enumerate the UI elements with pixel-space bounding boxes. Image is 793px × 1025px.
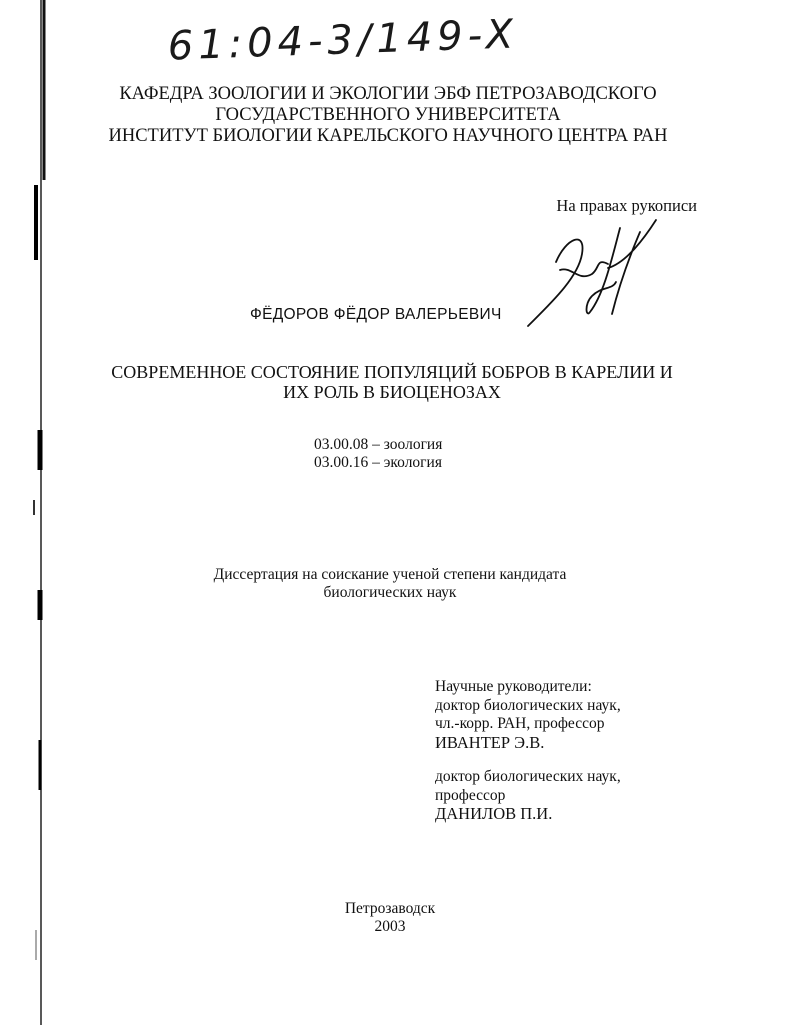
place-and-year [290,900,490,936]
author-name: ФЁДОРОВ ФЁДОР ВАЛЕРЬЕВИЧ [250,306,502,323]
title-line-2: ИХ РОЛЬ В БИОЦЕНОЗАХ [283,382,501,402]
year: 2003 [374,918,406,935]
degree-statement [120,566,660,602]
degree-line-2: биологических наук [323,584,457,601]
city: Петрозаводск [344,900,436,917]
header-line-1: КАФЕДРА ЗООЛОГИИ И ЭКОЛОГИИ ЭБФ ПЕТРОЗАВОДСКОГО [119,84,657,104]
specialty-zoology: 03.00.08 – зоология [314,436,443,453]
supervisors-heading: Научные руководители: [435,678,592,695]
title-line-1: СОВРЕМЕННОЕ СОСТОЯНИЕ ПОПУЛЯЦИЙ БОБРОВ В КАРЕЛИИ И [111,362,673,382]
author-signature [520,208,670,338]
supervisor-2-position: профессор [435,786,506,804]
supervisors-block [435,678,621,824]
dissertation-title [96,362,688,402]
header-line-3: ИНСТИТУТ БИОЛОГИИ КАРЕЛЬСКОГО НАУЧНОГО ЦЕНТРА РАН [108,126,668,146]
header-line-2: ГОСУДАРСТВЕННОГО УНИВЕРСИТЕТА [215,105,561,125]
specialty-ecology: 03.00.16 – экология [314,454,442,471]
supervisor-2-name: ДАНИЛОВ П.И. [435,804,553,823]
supervisor-1-position: чл.-корр. РАН, профессор [435,715,605,732]
archive-code-handwritten: 61:04-3/149-X [167,11,519,70]
institution-header [90,84,686,147]
supervisor-1-degree: доктор биологических наук, [435,696,621,714]
scan-edge-artifact [0,0,60,1025]
supervisor-spacer [435,752,621,768]
degree-line-1: Диссертация на соискание ученой степени кандидата [213,566,567,583]
manuscript-label: На правах рукописи [556,196,697,215]
supervisor-1-name: ИВАНТЕР Э.В. [435,732,545,752]
supervisor-2-degree: доктор биологических наук, [435,768,621,785]
specialty-codes [314,436,442,472]
